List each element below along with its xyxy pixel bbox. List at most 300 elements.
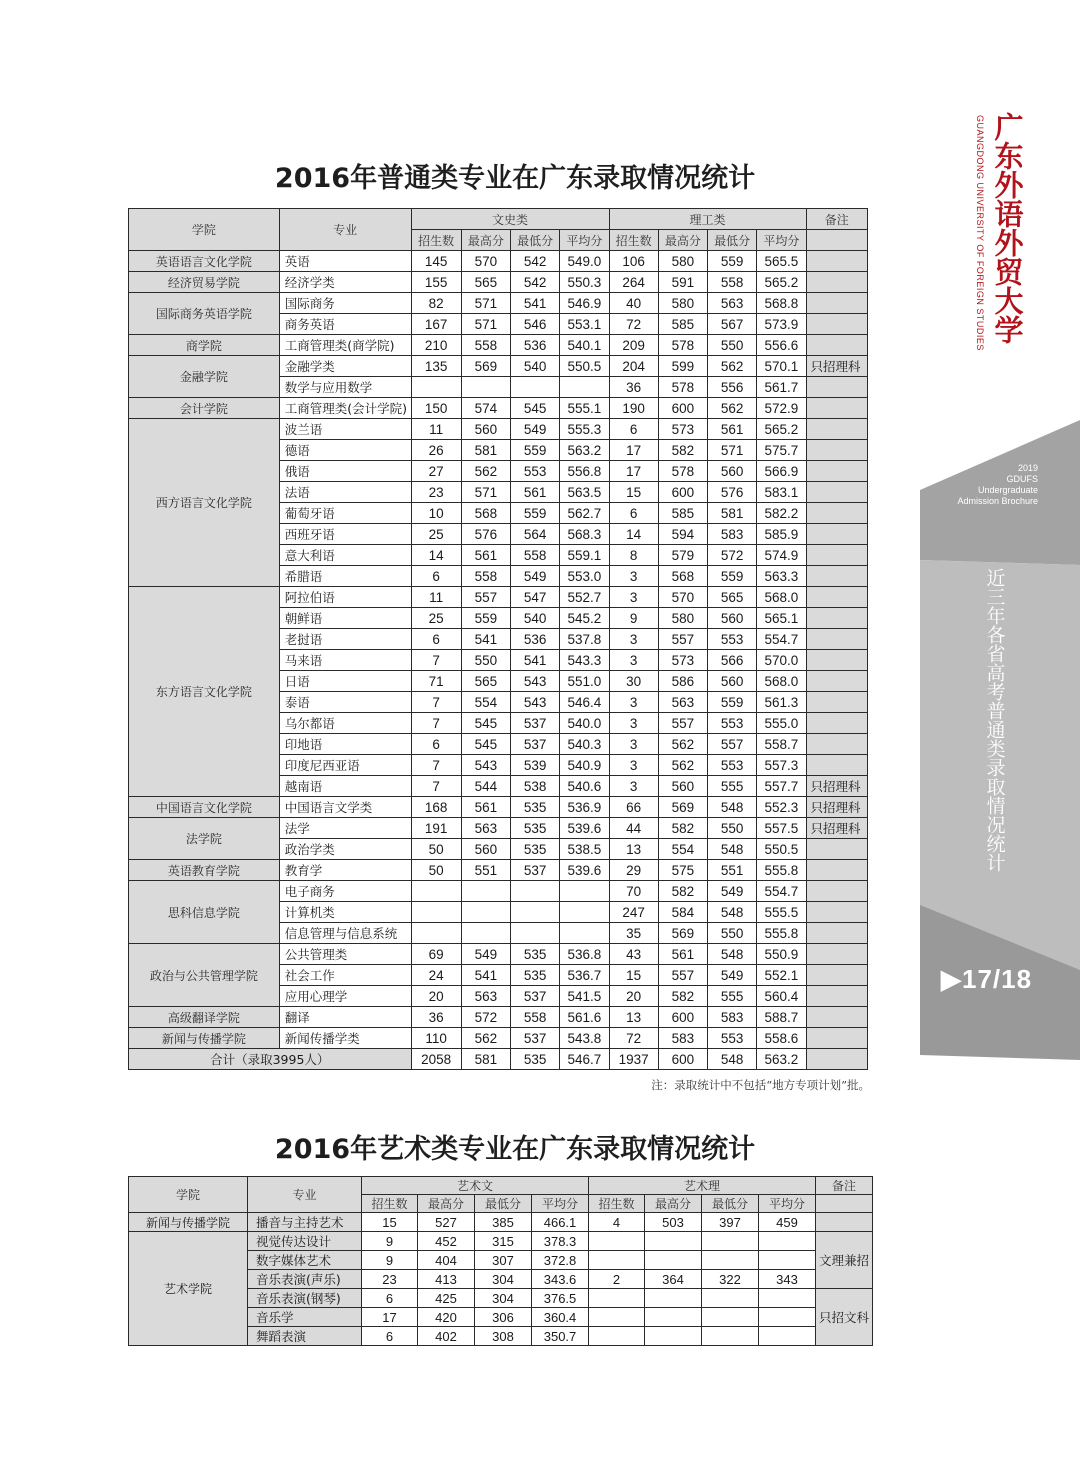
- value-cell: 72: [609, 314, 658, 335]
- total-value: 581: [461, 1049, 510, 1070]
- brochure-year: 2019: [1017, 463, 1038, 473]
- note-cell: [806, 629, 867, 650]
- value-cell: 537: [511, 713, 560, 734]
- value-cell: 579: [658, 545, 707, 566]
- value-cell: 565.1: [757, 608, 806, 629]
- value-cell: 561: [511, 482, 560, 503]
- value-cell: [411, 923, 461, 944]
- major-cell: 西班牙语: [279, 524, 411, 545]
- college-cell: 东方语言文化学院: [129, 587, 280, 797]
- value-cell: 540.9: [560, 755, 609, 776]
- value-cell: 26: [411, 440, 461, 461]
- table-row: [129, 860, 868, 881]
- value-cell: 15: [609, 482, 658, 503]
- value-cell: 550: [708, 923, 757, 944]
- value-cell: 561: [461, 545, 510, 566]
- subheader-cell: 平均分: [759, 1195, 816, 1213]
- value-cell: 559: [708, 692, 757, 713]
- value-cell: 537: [511, 734, 560, 755]
- value-cell: 3: [609, 713, 658, 734]
- college-cell: 政治与公共管理学院: [129, 944, 280, 1007]
- value-cell: 555.8: [757, 860, 806, 881]
- value-cell: 559.1: [560, 545, 609, 566]
- note-cell: [806, 692, 867, 713]
- value-cell: 540: [511, 356, 560, 377]
- college-cell: 金融学院: [129, 356, 280, 398]
- note-cell: [816, 1213, 873, 1232]
- value-cell: [589, 1251, 645, 1270]
- value-cell: 583.1: [757, 482, 806, 503]
- value-cell: [645, 1327, 702, 1346]
- value-cell: [560, 377, 609, 398]
- value-cell: 209: [609, 335, 658, 356]
- value-cell: 572: [461, 1007, 510, 1028]
- value-cell: 17: [609, 461, 658, 482]
- value-cell: 3: [609, 734, 658, 755]
- brochure-line2: Admission Brochure: [957, 496, 1038, 506]
- value-cell: 568.3: [560, 524, 609, 545]
- major-cell: 印度尼西亚语: [279, 755, 411, 776]
- college-cell: 新闻与传播学院: [129, 1028, 280, 1049]
- table-row: [129, 1213, 873, 1232]
- note-cell: [806, 335, 867, 356]
- value-cell: 44: [609, 818, 658, 839]
- note-cell: [806, 965, 867, 986]
- value-cell: 535: [511, 839, 560, 860]
- value-cell: 568: [658, 566, 707, 587]
- table-row: [129, 797, 868, 818]
- total-row: [129, 1049, 868, 1070]
- value-cell: 582: [658, 881, 707, 902]
- header-college: 学院: [129, 1177, 248, 1213]
- college-cell: 艺术学院: [129, 1232, 248, 1346]
- total-value: 563.2: [757, 1049, 806, 1070]
- college-cell: 新闻与传播学院: [129, 1213, 248, 1232]
- value-cell: [759, 1251, 816, 1270]
- value-cell: 561.6: [560, 1007, 609, 1028]
- major-cell: 应用心理学: [279, 986, 411, 1007]
- value-cell: 584: [658, 902, 707, 923]
- art-admission-table: [128, 1176, 873, 1346]
- major-cell: 工商管理类(会计学院): [279, 398, 411, 419]
- major-cell: 朝鲜语: [279, 608, 411, 629]
- value-cell: 546: [511, 314, 560, 335]
- header-group-a: 文史类: [411, 209, 609, 230]
- value-cell: 466.1: [532, 1213, 589, 1232]
- value-cell: 557: [461, 587, 510, 608]
- value-cell: 548: [708, 944, 757, 965]
- value-cell: 562: [708, 356, 757, 377]
- value-cell: 70: [609, 881, 658, 902]
- value-cell: 554.7: [757, 881, 806, 902]
- value-cell: 36: [411, 1007, 461, 1028]
- total-value: 2058: [411, 1049, 461, 1070]
- college-cell: 英语语言文化学院: [129, 251, 280, 272]
- subheader-cell: 招生数: [411, 230, 461, 251]
- value-cell: [461, 923, 510, 944]
- value-cell: 308: [475, 1327, 532, 1346]
- value-cell: 6: [362, 1327, 418, 1346]
- college-cell: 西方语言文化学院: [129, 419, 280, 587]
- value-cell: 322: [702, 1270, 759, 1289]
- value-cell: 558: [511, 545, 560, 566]
- value-cell: 7: [411, 692, 461, 713]
- subheader-cell: 招生数: [609, 230, 658, 251]
- value-cell: 413: [418, 1270, 475, 1289]
- value-cell: 527: [418, 1213, 475, 1232]
- value-cell: 565.5: [757, 251, 806, 272]
- note-cell: [806, 251, 867, 272]
- value-cell: 580: [658, 608, 707, 629]
- value-cell: 549: [708, 881, 757, 902]
- value-cell: 562: [708, 398, 757, 419]
- value-cell: 558: [708, 272, 757, 293]
- note-cell: [806, 734, 867, 755]
- value-cell: 168: [411, 797, 461, 818]
- value-cell: 578: [658, 461, 707, 482]
- value-cell: 554: [461, 692, 510, 713]
- value-cell: 585: [658, 314, 707, 335]
- value-cell: 27: [411, 461, 461, 482]
- value-cell: [411, 881, 461, 902]
- value-cell: 538.5: [560, 839, 609, 860]
- value-cell: 541: [511, 293, 560, 314]
- value-cell: 573: [658, 650, 707, 671]
- value-cell: 576: [708, 482, 757, 503]
- value-cell: 72: [609, 1028, 658, 1049]
- value-cell: 543.8: [560, 1028, 609, 1049]
- value-cell: 546.4: [560, 692, 609, 713]
- value-cell: 9: [609, 608, 658, 629]
- note-cell: [806, 1028, 867, 1049]
- value-cell: 560: [658, 776, 707, 797]
- value-cell: 586: [658, 671, 707, 692]
- major-cell: 商务英语: [279, 314, 411, 335]
- value-cell: 559: [708, 566, 757, 587]
- value-cell: 29: [609, 860, 658, 881]
- value-cell: 135: [411, 356, 461, 377]
- note-cell: [806, 398, 867, 419]
- value-cell: 545: [461, 713, 510, 734]
- value-cell: 23: [411, 482, 461, 503]
- value-cell: [759, 1327, 816, 1346]
- value-cell: 580: [658, 293, 707, 314]
- value-cell: 563.2: [560, 440, 609, 461]
- value-cell: 69: [411, 944, 461, 965]
- value-cell: 550: [708, 818, 757, 839]
- value-cell: 557.7: [757, 776, 806, 797]
- college-cell: 英语教育学院: [129, 860, 280, 881]
- value-cell: 551: [708, 860, 757, 881]
- major-cell: 金融学类: [279, 356, 411, 377]
- value-cell: 583: [708, 1007, 757, 1028]
- value-cell: [645, 1251, 702, 1270]
- header-major: 专业: [279, 209, 411, 251]
- table-row: [129, 587, 868, 608]
- value-cell: 6: [609, 503, 658, 524]
- major-cell: 音乐表演(声乐): [248, 1270, 362, 1289]
- value-cell: 50: [411, 839, 461, 860]
- subheader-cell: 最高分: [658, 230, 707, 251]
- major-cell: 舞蹈表演: [248, 1327, 362, 1346]
- value-cell: 3: [609, 650, 658, 671]
- value-cell: 155: [411, 272, 461, 293]
- college-cell: 会计学院: [129, 398, 280, 419]
- major-cell: 法学: [279, 818, 411, 839]
- major-cell: 信息管理与信息系统: [279, 923, 411, 944]
- value-cell: 3: [609, 692, 658, 713]
- header-note: 备注: [816, 1177, 873, 1195]
- value-cell: 600: [658, 398, 707, 419]
- note-cell: [806, 545, 867, 566]
- value-cell: 550.5: [757, 839, 806, 860]
- value-cell: 14: [609, 524, 658, 545]
- table-row: [129, 251, 868, 272]
- value-cell: 552.1: [757, 965, 806, 986]
- note-cell: [806, 503, 867, 524]
- value-cell: 551: [461, 860, 510, 881]
- value-cell: 582: [658, 986, 707, 1007]
- value-cell: 3: [609, 629, 658, 650]
- value-cell: 539.6: [560, 818, 609, 839]
- value-cell: 50: [411, 860, 461, 881]
- value-cell: 36: [609, 377, 658, 398]
- value-cell: [511, 923, 560, 944]
- total-note: [806, 1049, 867, 1070]
- value-cell: 557: [708, 734, 757, 755]
- major-cell: 泰语: [279, 692, 411, 713]
- major-cell: 音乐学: [248, 1308, 362, 1327]
- value-cell: 566.9: [757, 461, 806, 482]
- major-cell: 教育学: [279, 860, 411, 881]
- major-cell: 新闻传播学类: [279, 1028, 411, 1049]
- major-cell: 政治学类: [279, 839, 411, 860]
- header-group-a: 艺术文: [362, 1177, 589, 1195]
- value-cell: 563: [461, 818, 510, 839]
- note-cell: [806, 587, 867, 608]
- vertical-section-title: [981, 568, 1007, 872]
- value-cell: 378.3: [532, 1232, 589, 1251]
- value-cell: 560.4: [757, 986, 806, 1007]
- value-cell: 30: [609, 671, 658, 692]
- value-cell: 541: [511, 650, 560, 671]
- value-cell: 542: [511, 272, 560, 293]
- university-logo: [990, 112, 1025, 344]
- value-cell: 549.0: [560, 251, 609, 272]
- value-cell: 543: [511, 671, 560, 692]
- value-cell: 555: [708, 986, 757, 1007]
- value-cell: 3: [609, 566, 658, 587]
- value-cell: 570: [461, 251, 510, 272]
- value-cell: 563: [708, 293, 757, 314]
- value-cell: 549: [708, 965, 757, 986]
- value-cell: 571: [461, 293, 510, 314]
- major-cell: 印地语: [279, 734, 411, 755]
- value-cell: 553.0: [560, 566, 609, 587]
- value-cell: 264: [609, 272, 658, 293]
- table-row: [129, 335, 868, 356]
- value-cell: 503: [645, 1213, 702, 1232]
- value-cell: 82: [411, 293, 461, 314]
- value-cell: [759, 1232, 816, 1251]
- note-cell: [806, 902, 867, 923]
- value-cell: 580: [658, 251, 707, 272]
- value-cell: 576: [461, 524, 510, 545]
- value-cell: 568.0: [757, 587, 806, 608]
- college-cell: 经济贸易学院: [129, 272, 280, 293]
- value-cell: 11: [411, 587, 461, 608]
- value-cell: 552.3: [757, 797, 806, 818]
- value-cell: 569: [461, 356, 510, 377]
- table-row: [129, 881, 868, 902]
- value-cell: 540.0: [560, 713, 609, 734]
- value-cell: 11: [411, 419, 461, 440]
- value-cell: 549: [461, 944, 510, 965]
- value-cell: 304: [475, 1289, 532, 1308]
- value-cell: 556.8: [560, 461, 609, 482]
- value-cell: 66: [609, 797, 658, 818]
- total-value: 1937: [609, 1049, 658, 1070]
- subheader-cell: 最低分: [708, 230, 757, 251]
- table1-title: 2016年普通类专业在广东录取情况统计: [274, 163, 756, 194]
- note-cell: [806, 671, 867, 692]
- major-cell: 工商管理类(商学院): [279, 335, 411, 356]
- value-cell: 20: [609, 986, 658, 1007]
- value-cell: 560: [708, 608, 757, 629]
- university-english-name: GUANGDONG UNIVERSITY OF FOREIGN STUDIES: [975, 115, 985, 351]
- value-cell: 545: [461, 734, 510, 755]
- value-cell: 9: [362, 1251, 418, 1270]
- value-cell: 559: [708, 251, 757, 272]
- table-row: [129, 419, 868, 440]
- value-cell: [560, 881, 609, 902]
- major-cell: 社会工作: [279, 965, 411, 986]
- value-cell: 588.7: [757, 1007, 806, 1028]
- value-cell: 565.2: [757, 419, 806, 440]
- value-cell: 566: [708, 650, 757, 671]
- value-cell: 562: [658, 734, 707, 755]
- value-cell: 574: [461, 398, 510, 419]
- subheader-cell: 最低分: [475, 1195, 532, 1213]
- value-cell: 555.0: [757, 713, 806, 734]
- brochure-label: [908, 463, 1038, 507]
- value-cell: 560: [461, 419, 510, 440]
- value-cell: 582.2: [757, 503, 806, 524]
- major-cell: 意大利语: [279, 545, 411, 566]
- value-cell: 535: [511, 797, 560, 818]
- value-cell: 535: [511, 965, 560, 986]
- value-cell: 585: [658, 503, 707, 524]
- value-cell: [702, 1289, 759, 1308]
- value-cell: 574.9: [757, 545, 806, 566]
- college-cell: 国际商务英语学院: [129, 293, 280, 335]
- subheader-cell: 最高分: [418, 1195, 475, 1213]
- note-cell: [806, 650, 867, 671]
- major-cell: 越南语: [279, 776, 411, 797]
- note-cell: 只招理科: [806, 356, 867, 377]
- value-cell: 106: [609, 251, 658, 272]
- value-cell: 558: [461, 566, 510, 587]
- value-cell: 6: [609, 419, 658, 440]
- value-cell: [759, 1308, 816, 1327]
- value-cell: 549: [511, 566, 560, 587]
- value-cell: 572: [708, 545, 757, 566]
- note-cell: 只招理科: [806, 797, 867, 818]
- value-cell: [589, 1327, 645, 1346]
- major-cell: 公共管理类: [279, 944, 411, 965]
- value-cell: 372.8: [532, 1251, 589, 1270]
- subheader-cell: 平均分: [532, 1195, 589, 1213]
- value-cell: 548: [708, 797, 757, 818]
- value-cell: 572.9: [757, 398, 806, 419]
- header-group-b: 艺术理: [589, 1177, 816, 1195]
- value-cell: 578: [658, 335, 707, 356]
- footnote: 注：录取统计中不包括“地方专项计划”批。: [651, 1078, 870, 1092]
- value-cell: 550.3: [560, 272, 609, 293]
- value-cell: 9: [362, 1232, 418, 1251]
- value-cell: 315: [475, 1232, 532, 1251]
- value-cell: 306: [475, 1308, 532, 1327]
- value-cell: 541.5: [560, 986, 609, 1007]
- value-cell: [560, 923, 609, 944]
- value-cell: 563: [658, 692, 707, 713]
- table-row: [129, 272, 868, 293]
- note-cell: [806, 839, 867, 860]
- major-cell: 日语: [279, 671, 411, 692]
- value-cell: 554: [658, 839, 707, 860]
- value-cell: 594: [658, 524, 707, 545]
- table-row: [129, 293, 868, 314]
- college-cell: 思科信息学院: [129, 881, 280, 944]
- value-cell: 575.7: [757, 440, 806, 461]
- value-cell: 563.5: [560, 482, 609, 503]
- value-cell: 425: [418, 1289, 475, 1308]
- major-cell: 乌尔都语: [279, 713, 411, 734]
- major-cell: 葡萄牙语: [279, 503, 411, 524]
- value-cell: 565: [461, 272, 510, 293]
- header-note: 备注: [806, 209, 867, 230]
- value-cell: 549: [511, 419, 560, 440]
- value-cell: 543: [511, 692, 560, 713]
- note-cell: [806, 1007, 867, 1028]
- value-cell: 307: [475, 1251, 532, 1270]
- college-cell: 中国语言文化学院: [129, 797, 280, 818]
- value-cell: 581: [708, 503, 757, 524]
- table-row: [129, 1232, 873, 1251]
- value-cell: 599: [658, 356, 707, 377]
- subheader-cell: 平均分: [560, 230, 609, 251]
- value-cell: 563.3: [757, 566, 806, 587]
- value-cell: [702, 1308, 759, 1327]
- note-cell: [806, 440, 867, 461]
- value-cell: 557: [658, 965, 707, 986]
- value-cell: 247: [609, 902, 658, 923]
- value-cell: 585.9: [757, 524, 806, 545]
- value-cell: 536.7: [560, 965, 609, 986]
- value-cell: 452: [418, 1232, 475, 1251]
- value-cell: 565: [708, 587, 757, 608]
- value-cell: 190: [609, 398, 658, 419]
- major-cell: 老挝语: [279, 629, 411, 650]
- value-cell: [411, 377, 461, 398]
- value-cell: 543.3: [560, 650, 609, 671]
- value-cell: 582: [658, 818, 707, 839]
- note-cell: [806, 860, 867, 881]
- value-cell: 14: [411, 545, 461, 566]
- total-value: 535: [511, 1049, 560, 1070]
- value-cell: 543: [461, 755, 510, 776]
- total-value: 546.7: [560, 1049, 609, 1070]
